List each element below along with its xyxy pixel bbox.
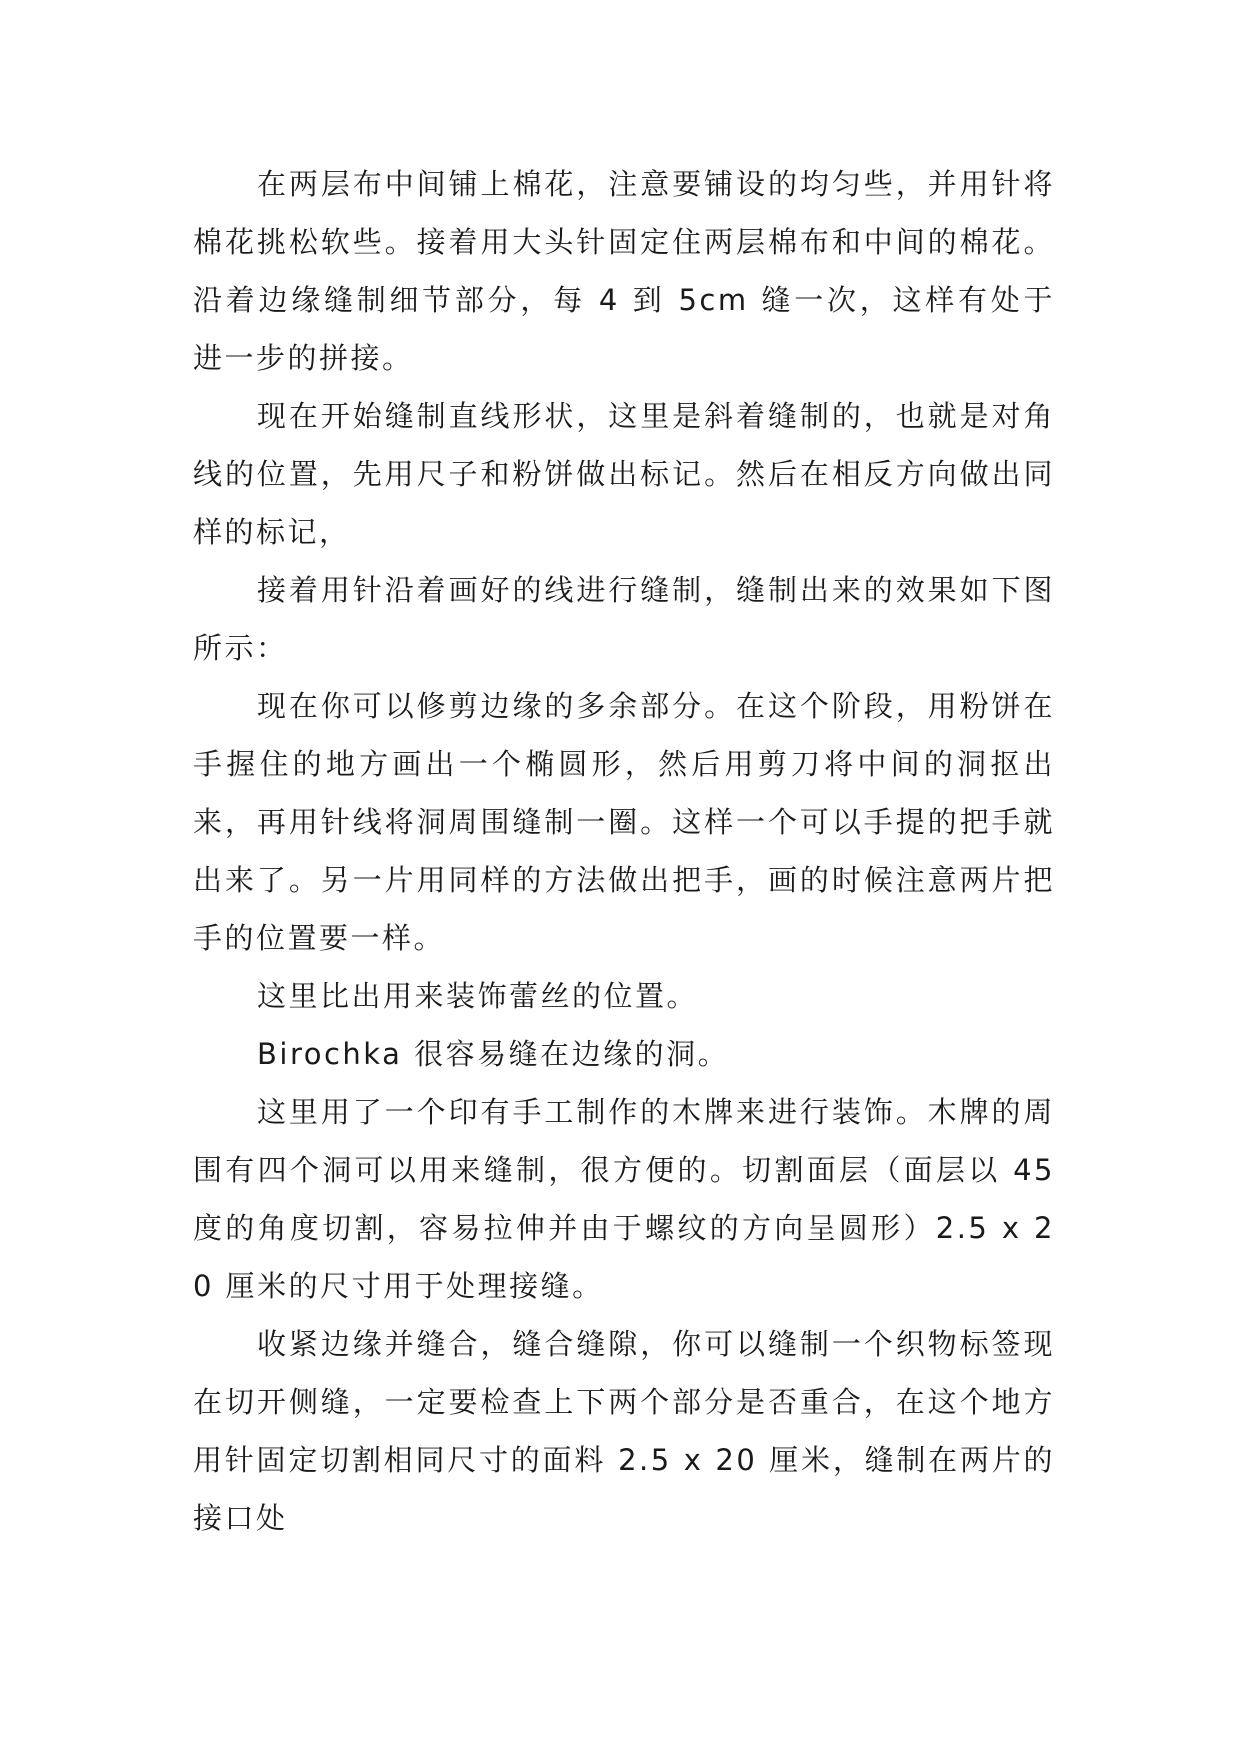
paragraph-3: 接着用针沿着画好的线进行缝制，缝制出来的效果如下图所示： (193, 573, 1055, 665)
paragraph-6: Birochka 很容易缝在边缘的洞。 (257, 1037, 730, 1071)
paragraph-7: 这里用了一个印有手工制作的木牌来进行装饰。木牌的周围有四个洞可以用来缝制，很方便的。切割面层（面层以 45 度的角度切割，容易拉伸并由于螺纹的方向呈圆形）2.5 x 20 厘米的尺寸用于处理接缝。 (193, 1095, 1055, 1303)
document-body (193, 155, 1055, 1547)
paragraph-4: 现在你可以修剪边缘的多余部分。在这个阶段，用粉饼在手握住的地方画出一个椭圆形，然后用剪刀将中间的洞抠出来，再用针线将洞周围缝制一圈。这样一个可以手提的把手就出来了。另一片用同样的方法做出把手，画的时候注意两片把手的位置要一样。 (193, 689, 1055, 955)
paragraph-2: 现在开始缝制直线形状，这里是斜着缝制的，也就是对角线的位置，先用尺子和粉饼做出标记。然后在相反方向做出同样的标记， (193, 399, 1055, 549)
paragraph-8: 收紧边缘并缝合，缝合缝隙，你可以缝制一个织物标签现在切开侧缝，一定要检查上下两个部分是否重合，在这个地方用针固定切割相同尺寸的面料 2.5 x 20 厘米，缝制在两片的接口处 (193, 1327, 1055, 1535)
paragraph-5: 这里比出用来装饰蕾丝的位置。 (257, 979, 699, 1013)
paragraph-1: 在两层布中间铺上棉花，注意要铺设的均匀些，并用针将棉花挑松软些。接着用大头针固定住两层棉布和中间的棉花。沿着边缘缝制细节部分，每 4 到 5cm 缝一次，这样有处于进一步的拼接。 (193, 167, 1055, 375)
